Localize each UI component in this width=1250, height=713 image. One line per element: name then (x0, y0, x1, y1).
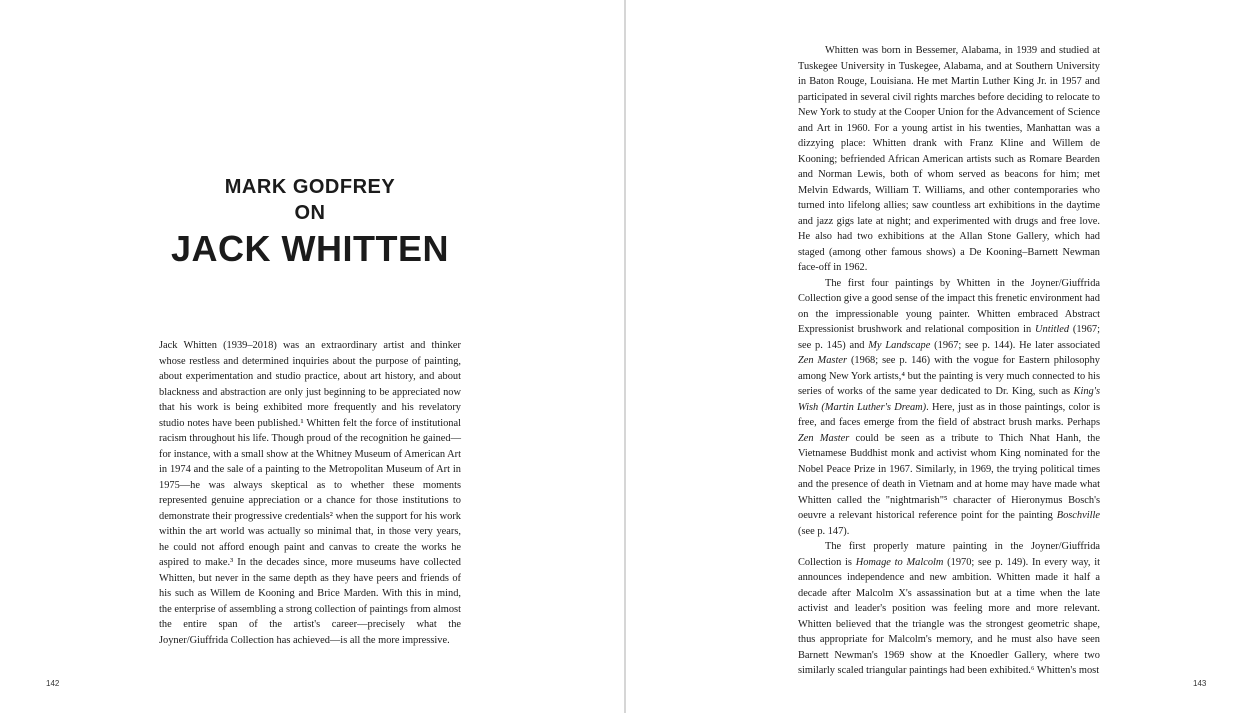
artwork-title: My Landscape (868, 339, 931, 351)
artwork-title: Zen Master (798, 432, 850, 444)
paragraph-biography: Whitten was born in Bessemer, Alabama, in 1939 and studied at Tuskegee University in Tuskegee, Alabama, and at Southern University in Baton Rouge, Louisiana. He met Martin Luther King Jr. in 1957 and participated in several civil rights marches before deciding to relocate to New York to study at the Cooper Union for the Advancement of Science and Art in 1960. For a young artist in his twenties, Manhattan was a dizzying place: Whitten drank with Franz Kline and Willem de Kooning; befriended African American artists such as Romare Bearden and Norman Lewis, both of whom served as beacons for him; met Melvin Edwards, William T. Williams, and other contemporaries who turned into lifelong allies; saw countless art exhibitions in the daytime and jazz gigs late at night; and experimented with drugs and free love. He also had two exhibitions at the Allan Stone Gallery, which had staged (among other famous shows) a De Kooning–Barnett Newman face-off in 1962. (798, 45, 1100, 273)
left-body-text (159, 338, 461, 648)
left-page (0, 0, 624, 713)
page-number-left: 142 (46, 679, 60, 688)
artwork-title: King's Wish (Martin Luther's Dream) (798, 386, 1100, 413)
right-body-text (798, 43, 1100, 679)
intro-paragraph: Jack Whitten (1939–2018) was an extraordinary artist and thinker whose restless and determined inquiries about the purpose of painting, about experimentation and studio practice, about art history, and about blackness and abstraction are only just beginning to be appreciated now that his work is being exhibited more frequently and his revelatory studio notes have been published.¹ Whitten felt the force of institutional racism throughout his life. Though proud of the recognition he gained—for instance, with a small show at the Whitney Museum of American Art in 1974 and the sale of a painting to the Metropolitan Museum of Art in 1975—he was always skeptical as to whether these moments represented genuine appreciation or a chance for those institutions to demonstrate their progressive credentials² when the support for his work within the art world was actually so minimal that, in those very years, he could not afford enough paint and canvas to create the works he aspired to make.³ In the decades since, more museums have collected Whitten, but never in the same depth as they have peers and friends of his such as Willem de Kooning and Brice Marden. With this in mind, the enterprise of assembling a strong collection of paintings from almost the entire span of the artist's career—precisely what the Joyner/Giuffrida Collection has achieved—is all the more impressive. (159, 340, 461, 646)
artwork-title: Zen Master (798, 355, 847, 366)
title-on: ON (294, 202, 326, 224)
paragraph-homage: The first properly mature painting in the Joyner/Giuffrida Collection is Homage to Malcolm (1970; see p. 149). In every way, it announces independence and new ambition. Whitten made it half a decade after Malcolm X's assassination but at a time when the late activist and leader's position was feeling more and more relevant. Whitten believed that the triangle was the strongest geometric shape, thus appropriate for Malcolm's memory, and he must also have seen Barnett Newman's 1969 show at the Knoedler Gallery, where two similarly scaled triangular paintings had been exhibited.⁶ Whitten's most (798, 541, 1100, 676)
artwork-title: Homage to Malcolm (855, 556, 944, 568)
artwork-title: Boschville (1056, 510, 1100, 521)
title-subject: JACK WHITTEN (171, 228, 449, 269)
artwork-title: Untitled (1035, 324, 1070, 335)
page-number-right: 143 (1193, 679, 1207, 688)
paragraph-early-paintings: The first four paintings by Whitten in the Joyner/Giuffrida Collection give a good sense of the impact this frenetic environment had on the impressionable young painter. Whitten embraced Abstract Expressionist brushwork and relational composition in Untitled (1967; see p. 145) and My Landscape (1967; see p. 144). He later associated Zen Master (1968; see p. 146) with the vogue for Eastern philosophy among New York artists,⁴ but the painting is very much connected to his series of works of the same year dedicated to Dr. King, such as King's Wish (Martin Luther's Dream). Here, just as in those paintings, color is free, and faces emerge from the field of abstract brush marks. Perhaps Zen Master could be seen as a tribute to Thich Nhat Hanh, the Vietnamese Buddhist monk and activist whom King nominated for the Nobel Peace Prize in 1967. Similarly, in 1969, the trying political times and the presence of death in Vietnam and at home may have made what Whitten called the "nightmarish"⁵ character of Hieronymus Bosch's oeuvre a relevant historical reference point for the painting Boschville (see p. 147). (798, 277, 1101, 537)
title-author: MARK GODFREY (224, 176, 396, 198)
right-page (626, 0, 1250, 713)
chapter-title (150, 174, 470, 270)
